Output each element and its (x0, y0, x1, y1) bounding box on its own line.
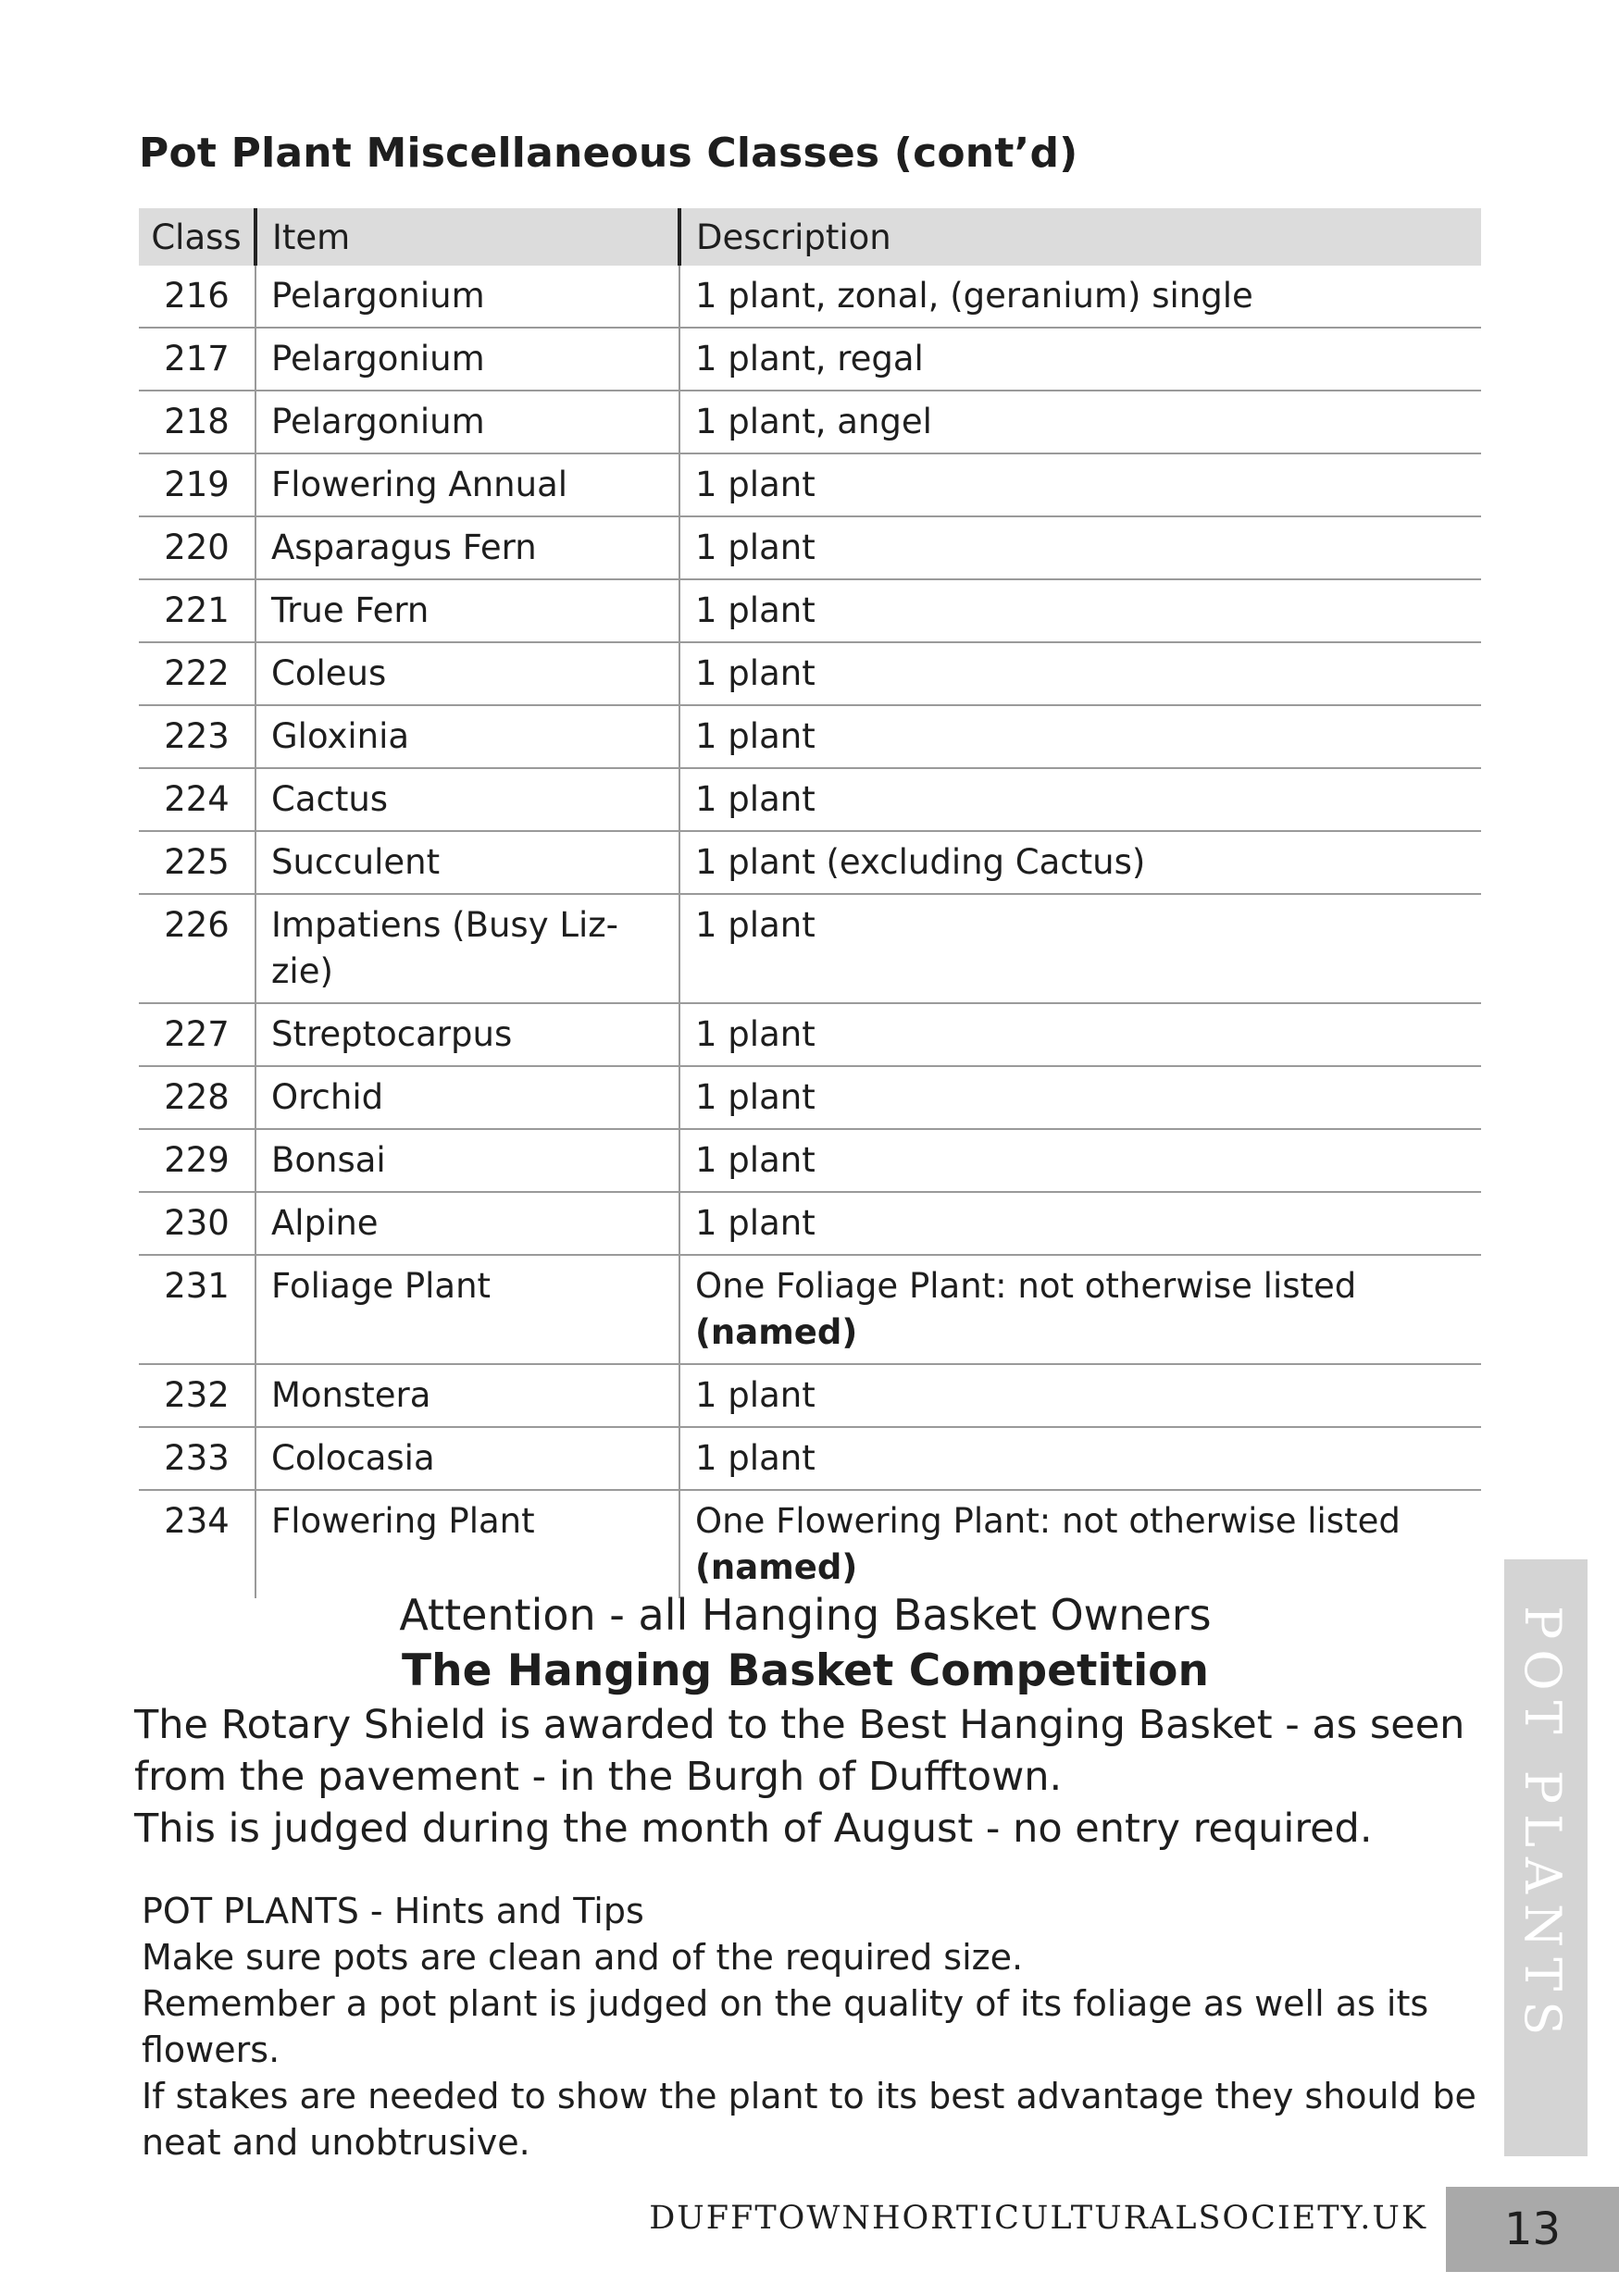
item-description: 1 plant (excluding Cactus) (679, 831, 1481, 894)
item-name: Monstera (255, 1364, 679, 1427)
item-description: 1 plant (679, 1003, 1481, 1066)
item-description: 1 plant (679, 453, 1481, 516)
header-class: Class (139, 208, 255, 266)
item-name: Foliage Plant (255, 1255, 679, 1364)
table-row (139, 1427, 1481, 1490)
table-row (139, 894, 1481, 1003)
table-header-row (139, 208, 1481, 266)
item-name: Colocasia (255, 1427, 679, 1490)
item-description: 1 plant (679, 579, 1481, 642)
table-row (139, 328, 1481, 391)
tips-heading: POT PLANTS - Hints and Tips (142, 1891, 644, 1931)
page-number: 13 (1503, 2203, 1562, 2255)
table-row (139, 642, 1481, 705)
item-name: Succulent (255, 831, 679, 894)
class-number: 229 (139, 1129, 255, 1192)
item-name: Alpine (255, 1192, 679, 1255)
item-name: Coleus (255, 642, 679, 705)
item-description: 1 plant (679, 1066, 1481, 1129)
table-row (139, 768, 1481, 831)
class-number: 234 (139, 1490, 255, 1598)
table-row (139, 1129, 1481, 1192)
item-name: Pelargonium (255, 266, 679, 328)
class-number: 224 (139, 768, 255, 831)
class-number: 219 (139, 453, 255, 516)
table-row (139, 516, 1481, 579)
class-number: 216 (139, 266, 255, 328)
item-description: 1 plant (679, 705, 1481, 768)
item-description: 1 plant (679, 516, 1481, 579)
paragraph-line: The Rotary Shield is awarded to the Best Hanging Basket - as seen (134, 1702, 1465, 1748)
item-description: 1 plant (679, 1129, 1481, 1192)
header-description: Description (679, 208, 1481, 266)
table-row (139, 266, 1481, 328)
item-name: Flowering Annual (255, 453, 679, 516)
item-name: Impatiens (Busy Liz-zie) (255, 894, 679, 1003)
paragraph-line: from the pavement - in the Burgh of Dufftown. (134, 1754, 1063, 1800)
class-number: 220 (139, 516, 255, 579)
item-description: 1 plant (679, 894, 1481, 1003)
page-title: Pot Plant Miscellaneous Classes (cont’d) (139, 130, 1078, 177)
description-text: One Foliage Plant: not otherwise listed (695, 1266, 1357, 1306)
item-name: Flowering Plant (255, 1490, 679, 1598)
table-row (139, 1066, 1481, 1129)
tip-line: If stakes are needed to show the plant to its best advantage they should be neat and unobtrusive. (142, 2076, 1476, 2163)
class-number: 225 (139, 831, 255, 894)
class-number: 218 (139, 391, 255, 453)
class-number: 233 (139, 1427, 255, 1490)
item-description (679, 1255, 1481, 1364)
table-row (139, 1490, 1481, 1598)
attention-heading: Attention - all Hanging Basket Owners (399, 1590, 1212, 1640)
item-name: Pelargonium (255, 328, 679, 391)
table-row (139, 453, 1481, 516)
side-tab-label: POT PLANTS (1513, 1606, 1572, 2046)
header-item: Item (255, 208, 679, 266)
table-row (139, 1192, 1481, 1255)
item-name: Asparagus Fern (255, 516, 679, 579)
class-number: 231 (139, 1255, 255, 1364)
item-name: Bonsai (255, 1129, 679, 1192)
page-number-box (1446, 2187, 1619, 2272)
class-number: 223 (139, 705, 255, 768)
item-description: 1 plant (679, 1427, 1481, 1490)
item-description: 1 plant (679, 1192, 1481, 1255)
hanging-basket-paragraph (134, 1699, 1486, 1855)
table-row (139, 831, 1481, 894)
class-number: 217 (139, 328, 255, 391)
table-row (139, 1255, 1481, 1364)
item-name: Orchid (255, 1066, 679, 1129)
class-number: 227 (139, 1003, 255, 1066)
item-name: True Fern (255, 579, 679, 642)
paragraph-line: This is judged during the month of August - no entry required. (134, 1806, 1373, 1852)
footer-website: DUFFTOWNHORTICULTURALSOCIETY.UK (649, 2200, 1427, 2237)
item-name: Pelargonium (255, 391, 679, 453)
item-description (679, 1490, 1481, 1598)
item-description: 1 plant (679, 1364, 1481, 1427)
tip-line: Make sure pots are clean and of the required size. (142, 1937, 1024, 1978)
description-text: One Flowering Plant: not otherwise listed (695, 1501, 1401, 1541)
tip-line: Remember a pot plant is judged on the quality of its foliage as well as its flowers. (142, 1983, 1429, 2070)
item-name: Gloxinia (255, 705, 679, 768)
item-description: 1 plant (679, 768, 1481, 831)
class-number: 230 (139, 1192, 255, 1255)
class-number: 221 (139, 579, 255, 642)
item-description: 1 plant, zonal, (geranium) single (679, 266, 1481, 328)
class-number: 232 (139, 1364, 255, 1427)
table-row (139, 391, 1481, 453)
item-description: 1 plant, regal (679, 328, 1481, 391)
table-row (139, 705, 1481, 768)
item-name: Cactus (255, 768, 679, 831)
class-number: 226 (139, 894, 255, 1003)
table-row (139, 1003, 1481, 1066)
named-note: (named) (695, 1312, 858, 1352)
table-row (139, 579, 1481, 642)
named-note: (named) (695, 1547, 858, 1587)
section-side-tab (1504, 1559, 1588, 2156)
class-number: 228 (139, 1066, 255, 1129)
hints-and-tips (142, 1888, 1493, 2166)
item-name: Streptocarpus (255, 1003, 679, 1066)
competition-heading: The Hanging Basket Competition (402, 1645, 1209, 1696)
table-row (139, 1364, 1481, 1427)
class-number: 222 (139, 642, 255, 705)
item-description: 1 plant, angel (679, 391, 1481, 453)
item-description: 1 plant (679, 642, 1481, 705)
classes-table (139, 208, 1481, 1598)
